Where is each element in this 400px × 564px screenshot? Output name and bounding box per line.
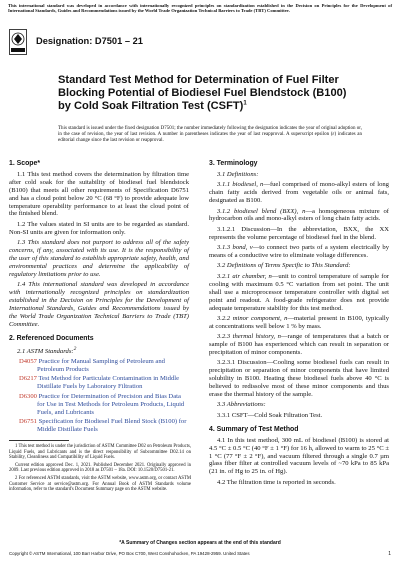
definition-minor-component: 3.2.2 minor component, n—material present in B100, typically at concentrations well below 1 % by mass. (209, 314, 389, 330)
astm-logo (9, 29, 27, 55)
summary-of-changes-note: *A Summary of Changes section appears at the end of this standard (119, 540, 281, 546)
document-title: Standard Test Method for Determination of Fuel Filter Blocking Potential of Biodiesel Fuel Blendstock (B100) by Cold Soak Filtration Test (CSFT)$^1$ (58, 74, 347, 112)
abbreviation-csft: 3.3.1 CSFT—Cold Soak Filtration Test. (217, 411, 323, 419)
footnote-2: 2 For referenced ASTM standards, visit the ASTM website, www.astm.org, or contact ASTM Customer Service at service@astm.org. For Annual Book of ASTM Standards volume information, refer to the standard's Document Summary page on the ASTM website. (9, 475, 191, 493)
page-number: 1 (388, 551, 391, 557)
section-heading-summary: 4. Summary of Test Method (209, 425, 299, 433)
copyright: Copyright © ASTM International, 100 Barr Harbor Drive, PO Box C700, West Conshohocken, PA 19428-2959. United States (9, 551, 250, 556)
paragraph-1-2: 1.2 The values stated in SI units are to be regarded as standard. Non-SI units are given for information only. (9, 220, 189, 236)
definition-biodiesel: 3.1.1 biodiesel, n—fuel comprised of mono-alkyl esters of long chain fatty acids derived from vegetable oils or animal fats, designated as B100. (209, 181, 389, 205)
reference-d4057[interactable]: D4057 Practice for Manual Sampling of Petroleum and Petroleum Products (19, 358, 165, 374)
footnote-1: 1 This test method is under the jurisdiction of ASTM Committee D02 on Petroleum Products, Liquid Fuels, and Lubricants and is the direct responsibility of Subcommittee D02.14 on Stability, Cleanliness and Compatibility of Liquid Fuels. (9, 444, 191, 461)
paragraph-1-1: 1.1 This test method covers the determination by filtration time after cold soak for the suitability of biodiesel fuel blendstock (B100) that meets all other requirements of Specification D6751 and has a cloud point below 20 °C (68 °F) to provide adequate low temperature operability performance to at least the cloud point of the finished blend. (9, 170, 189, 218)
paragraph-3-2: 3.2 Definitions of Terms Specific to This Standard: (217, 262, 351, 270)
paragraph-4-2: 4.2 The filtration time is reported in seconds. (217, 478, 336, 486)
intro-statement: This standard is issued under the fixed designation D7501; the number immediately following the designation indicates the year of original adoption or, in the case of revision, the year of last revision. A number in parentheses indicates the year of last reapproval. A superscript epsilon (ε) indicates an editorial change since the last revision or reapproval. (58, 126, 362, 144)
paragraph-4-1: 4.1 In this test method, 300 mL of biodiesel (B100) is stored at 4.5 °C ± 0.5 °C (40 °F ± 1 °F) for 16 h, allowed to warm to 25 °C ± 1 °C (77 °F ± 2 °F), and vacuum filtered through a single 0.7 µm glass fiber filter at controlled vacuum levels of ~70 kPa to 85 kPa (21 in. of Hg to 25 in. of Hg). (209, 436, 389, 476)
footnote-1-edition: Current edition approved Dec. 1, 2021. Published December 2021. Originally approved in 2009. Last previous edition approved in 2018 as D7501 – 18a. DOI: 10.1520/D7501-21. (9, 462, 191, 474)
right-column (209, 160, 389, 489)
section-heading-scope: 1. Scope* (9, 160, 41, 167)
footnote-divider (9, 440, 69, 441)
paragraph-3-1: 3.1 Definitions: (217, 170, 259, 178)
paragraph-1-4: 1.4 This international standard was developed in accordance with internationally recognized principles on standardization established in the Decision on Principles for the Development of International Standards, Guides and Recommendations issued by the World Trade Organization Technical Barriers to Trade (TBT) Committee. (9, 281, 189, 328)
reference-d6217[interactable]: D6217 Test Method for Particulate Contamination in Middle Distillate Fuels by Laboratory Filtration (19, 375, 180, 391)
definition-thermal-history: 3.2.3 thermal history, n—range of temperatures that a batch or sample of B100 has experienced which can result in separation or precipitation of minor components. (209, 333, 390, 357)
section-heading-referenced-documents: 2. Referenced Documents (9, 334, 94, 342)
wto-notice: This international standard was developed in accordance with internationally recognized principles on standardization established in the Decision on Principles for the Development of International Standards, Guides and Recommendations issued by the World Trade Organization Technical Barriers to Trade (TBT) Committee. (8, 3, 392, 14)
definition-biodiesel-blend: 3.1.2 biodiesel blend (BXX), n—a homogeneous mixture of hydrocarbon oils and mono-alkyl esters of long chain fatty acids. (209, 207, 390, 223)
definition-air-chamber: 3.2.1 air chamber, n—unit to control temperature of sample for cooling with maximum 0.5 °C variation from set point. The unit shall use a microprocessor temperature controller with digital set point and readout. A food-grade refrigerator does not provide adequate temperature stability for this test method. (209, 272, 389, 312)
footnotes (9, 444, 191, 495)
discussion-3-2-3-1: 3.2.3.1 Discussion—Cooling some biodiesel fuels can result in precipitation or separation of minor components that have limited solubility in B100. Heating these biodiesel fuels above 40 °C is believed to redissolve most of these minor components and thus erase the thermal history of the sample. (209, 359, 389, 399)
paragraph-2-1: 2.1 ASTM Standards:$^2$ (17, 345, 77, 355)
left-column (9, 160, 189, 435)
reference-d6751[interactable]: D6751 Specification for Biodiesel Fuel Blend Stock (B100) for Middle Distillate Fuels (19, 417, 187, 433)
discussion-3-1-2-1: 3.1.2.1 Discussion—In the abbreviation, BXX, the XX represents the volume percentage of biodiesel fuel in the blend. (209, 225, 389, 241)
section-heading-terminology: 3. Terminology (209, 160, 258, 167)
paragraph-3-3: 3.3 Abbreviations: (217, 401, 266, 409)
designation: Designation: D7501 – 21 (36, 36, 143, 46)
definition-bond: 3.1.3 bond, v—to connect two parts of a system electrically by means of a conductive wire to eliminate voltage differences. (209, 244, 389, 260)
paragraph-1-3: 1.3 This standard does not purport to address all of the safety concerns, if any, associated with its use. It is the responsibility of the user of this standard to establish appropriate safety, health, and environmental practices and determine the applicability of regulatory limitations prior to use. (9, 239, 189, 278)
reference-d6300[interactable]: D6300 Practice for Determination of Precision and Bias Data for Use in Test Methods for Petroleum Products, Liquid Fuels, and Lubricants (19, 392, 185, 416)
